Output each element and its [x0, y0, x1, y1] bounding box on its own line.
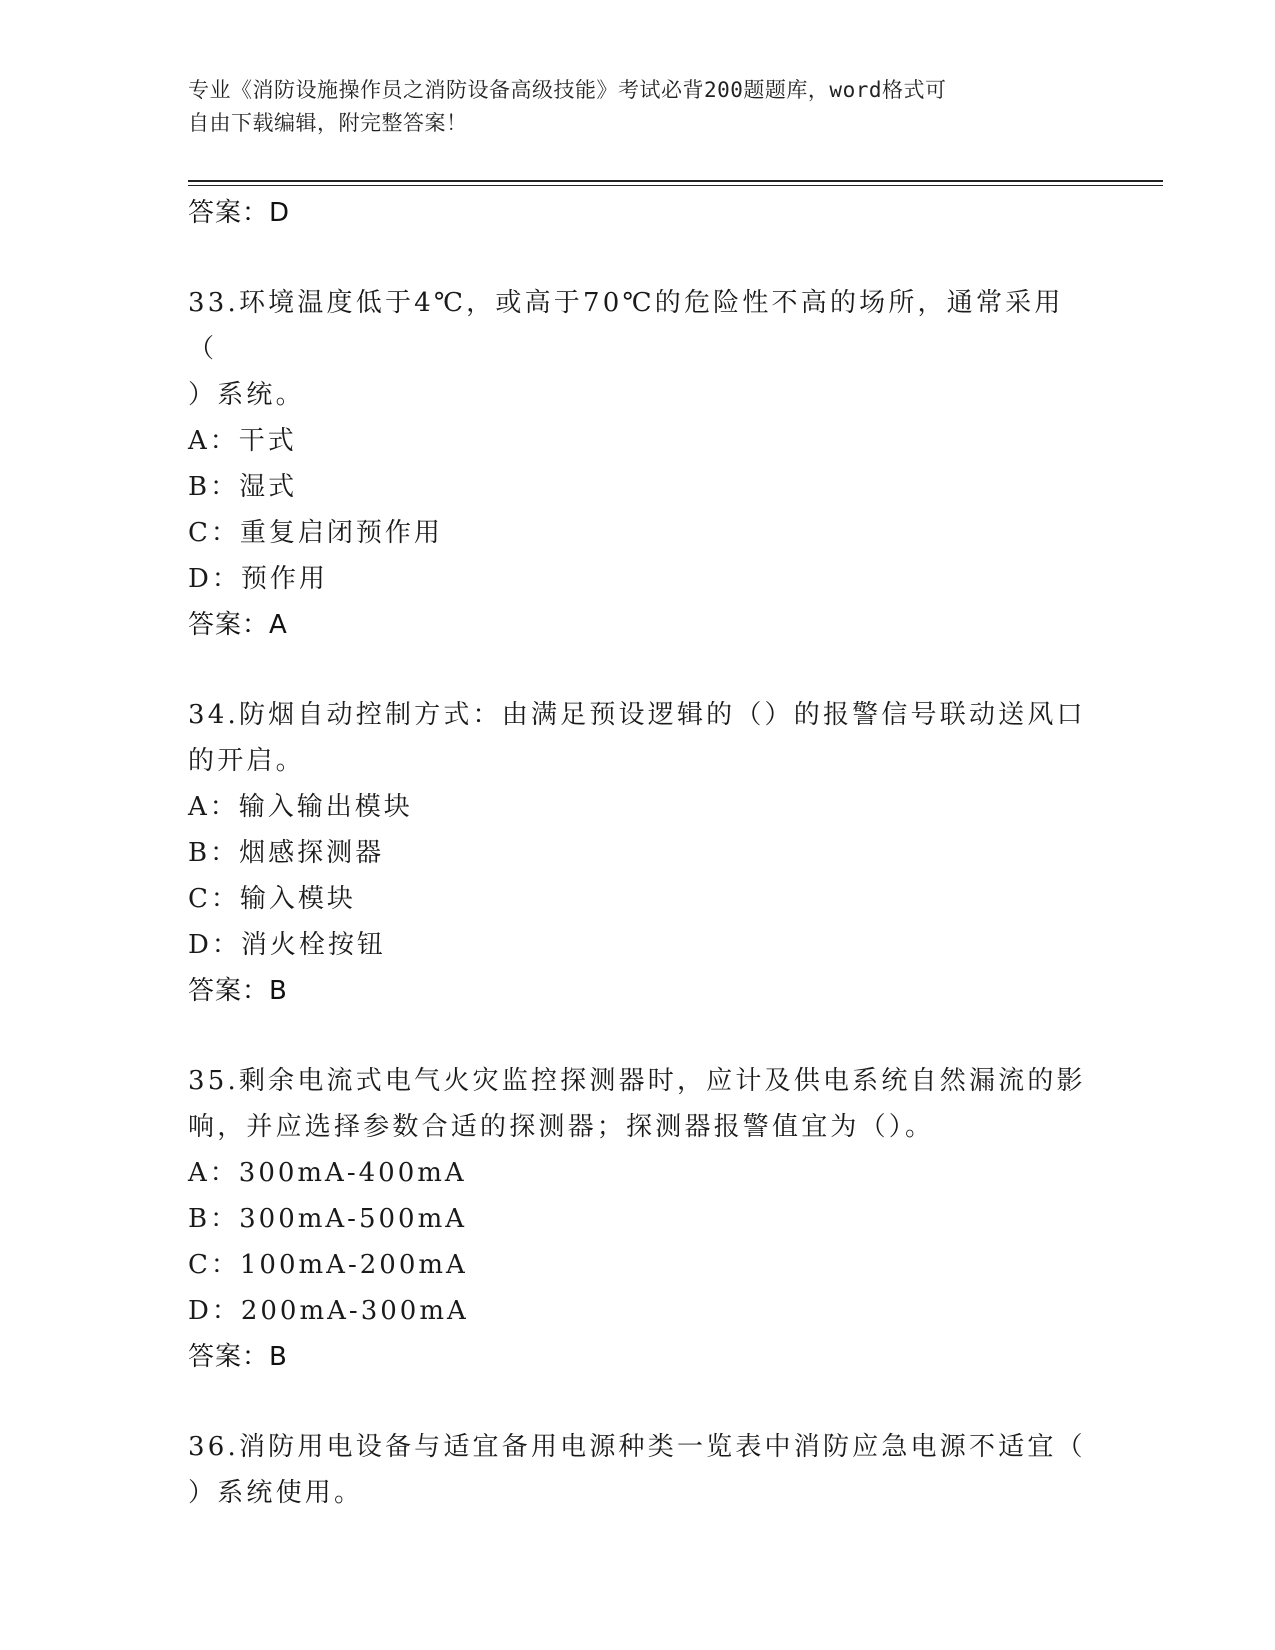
- option-c: C：100mA-200mA: [188, 1250, 468, 1280]
- answer-label: 答案：B: [188, 1342, 288, 1372]
- answer-label: 答案：B: [188, 976, 288, 1006]
- answer-label: 答案：A: [188, 610, 288, 640]
- option-d: D：消火栓按钮: [188, 930, 386, 960]
- header-divider-thin: [188, 185, 1163, 186]
- option-b: B：烟感探测器: [188, 838, 385, 868]
- question-36: [188, 1424, 1088, 1516]
- question-stem-line: 34.防烟自动控制方式：由满足预设逻辑的（）的报警信号联动送风口: [188, 700, 1086, 730]
- option-c: C：重复启闭预作用: [188, 518, 443, 548]
- question-35: [188, 1058, 1088, 1380]
- page-header: [188, 74, 1088, 140]
- question-stem-line: 响，并应选择参数合适的探测器；探测器报警值宜为（）。: [188, 1112, 935, 1142]
- question-list: [188, 190, 1088, 1516]
- question-stem-line: ）系统使用。: [188, 1478, 364, 1508]
- option-d: D：预作用: [188, 564, 328, 594]
- answer-label: 答案：D: [188, 198, 291, 228]
- question-stem-line: 的开启。: [188, 746, 305, 776]
- option-a: A：干式: [188, 426, 297, 456]
- question-33: [188, 280, 1088, 648]
- question-stem-line: 35.剩余电流式电气火灾监控探测器时，应计及供电系统自然漏流的影: [188, 1066, 1086, 1096]
- header-line-1: 专业《消防设施操作员之消防设备高级技能》考试必背200题题库，word格式可: [188, 78, 947, 102]
- option-c: C：输入模块: [188, 884, 356, 914]
- option-a: A：300mA-400mA: [188, 1158, 467, 1188]
- question-stem-line: 36.消防用电设备与适宜备用电源种类一览表中消防应急电源不适宜（: [188, 1432, 1086, 1462]
- option-a: A：输入输出模块: [188, 792, 413, 822]
- question-34: [188, 692, 1088, 1014]
- question-stem-line: ）系统。: [188, 380, 305, 410]
- option-d: D：200mA-300mA: [188, 1296, 469, 1326]
- header-divider: [188, 180, 1163, 182]
- option-b: B：湿式: [188, 472, 298, 502]
- header-line-2: 自由下载编辑，附完整答案！: [188, 111, 468, 135]
- option-b: B：300mA-500mA: [188, 1204, 468, 1234]
- question-stem-line: 33.环境温度低于4℃，或高于70℃的危险性不高的场所，通常采用（: [188, 288, 1064, 364]
